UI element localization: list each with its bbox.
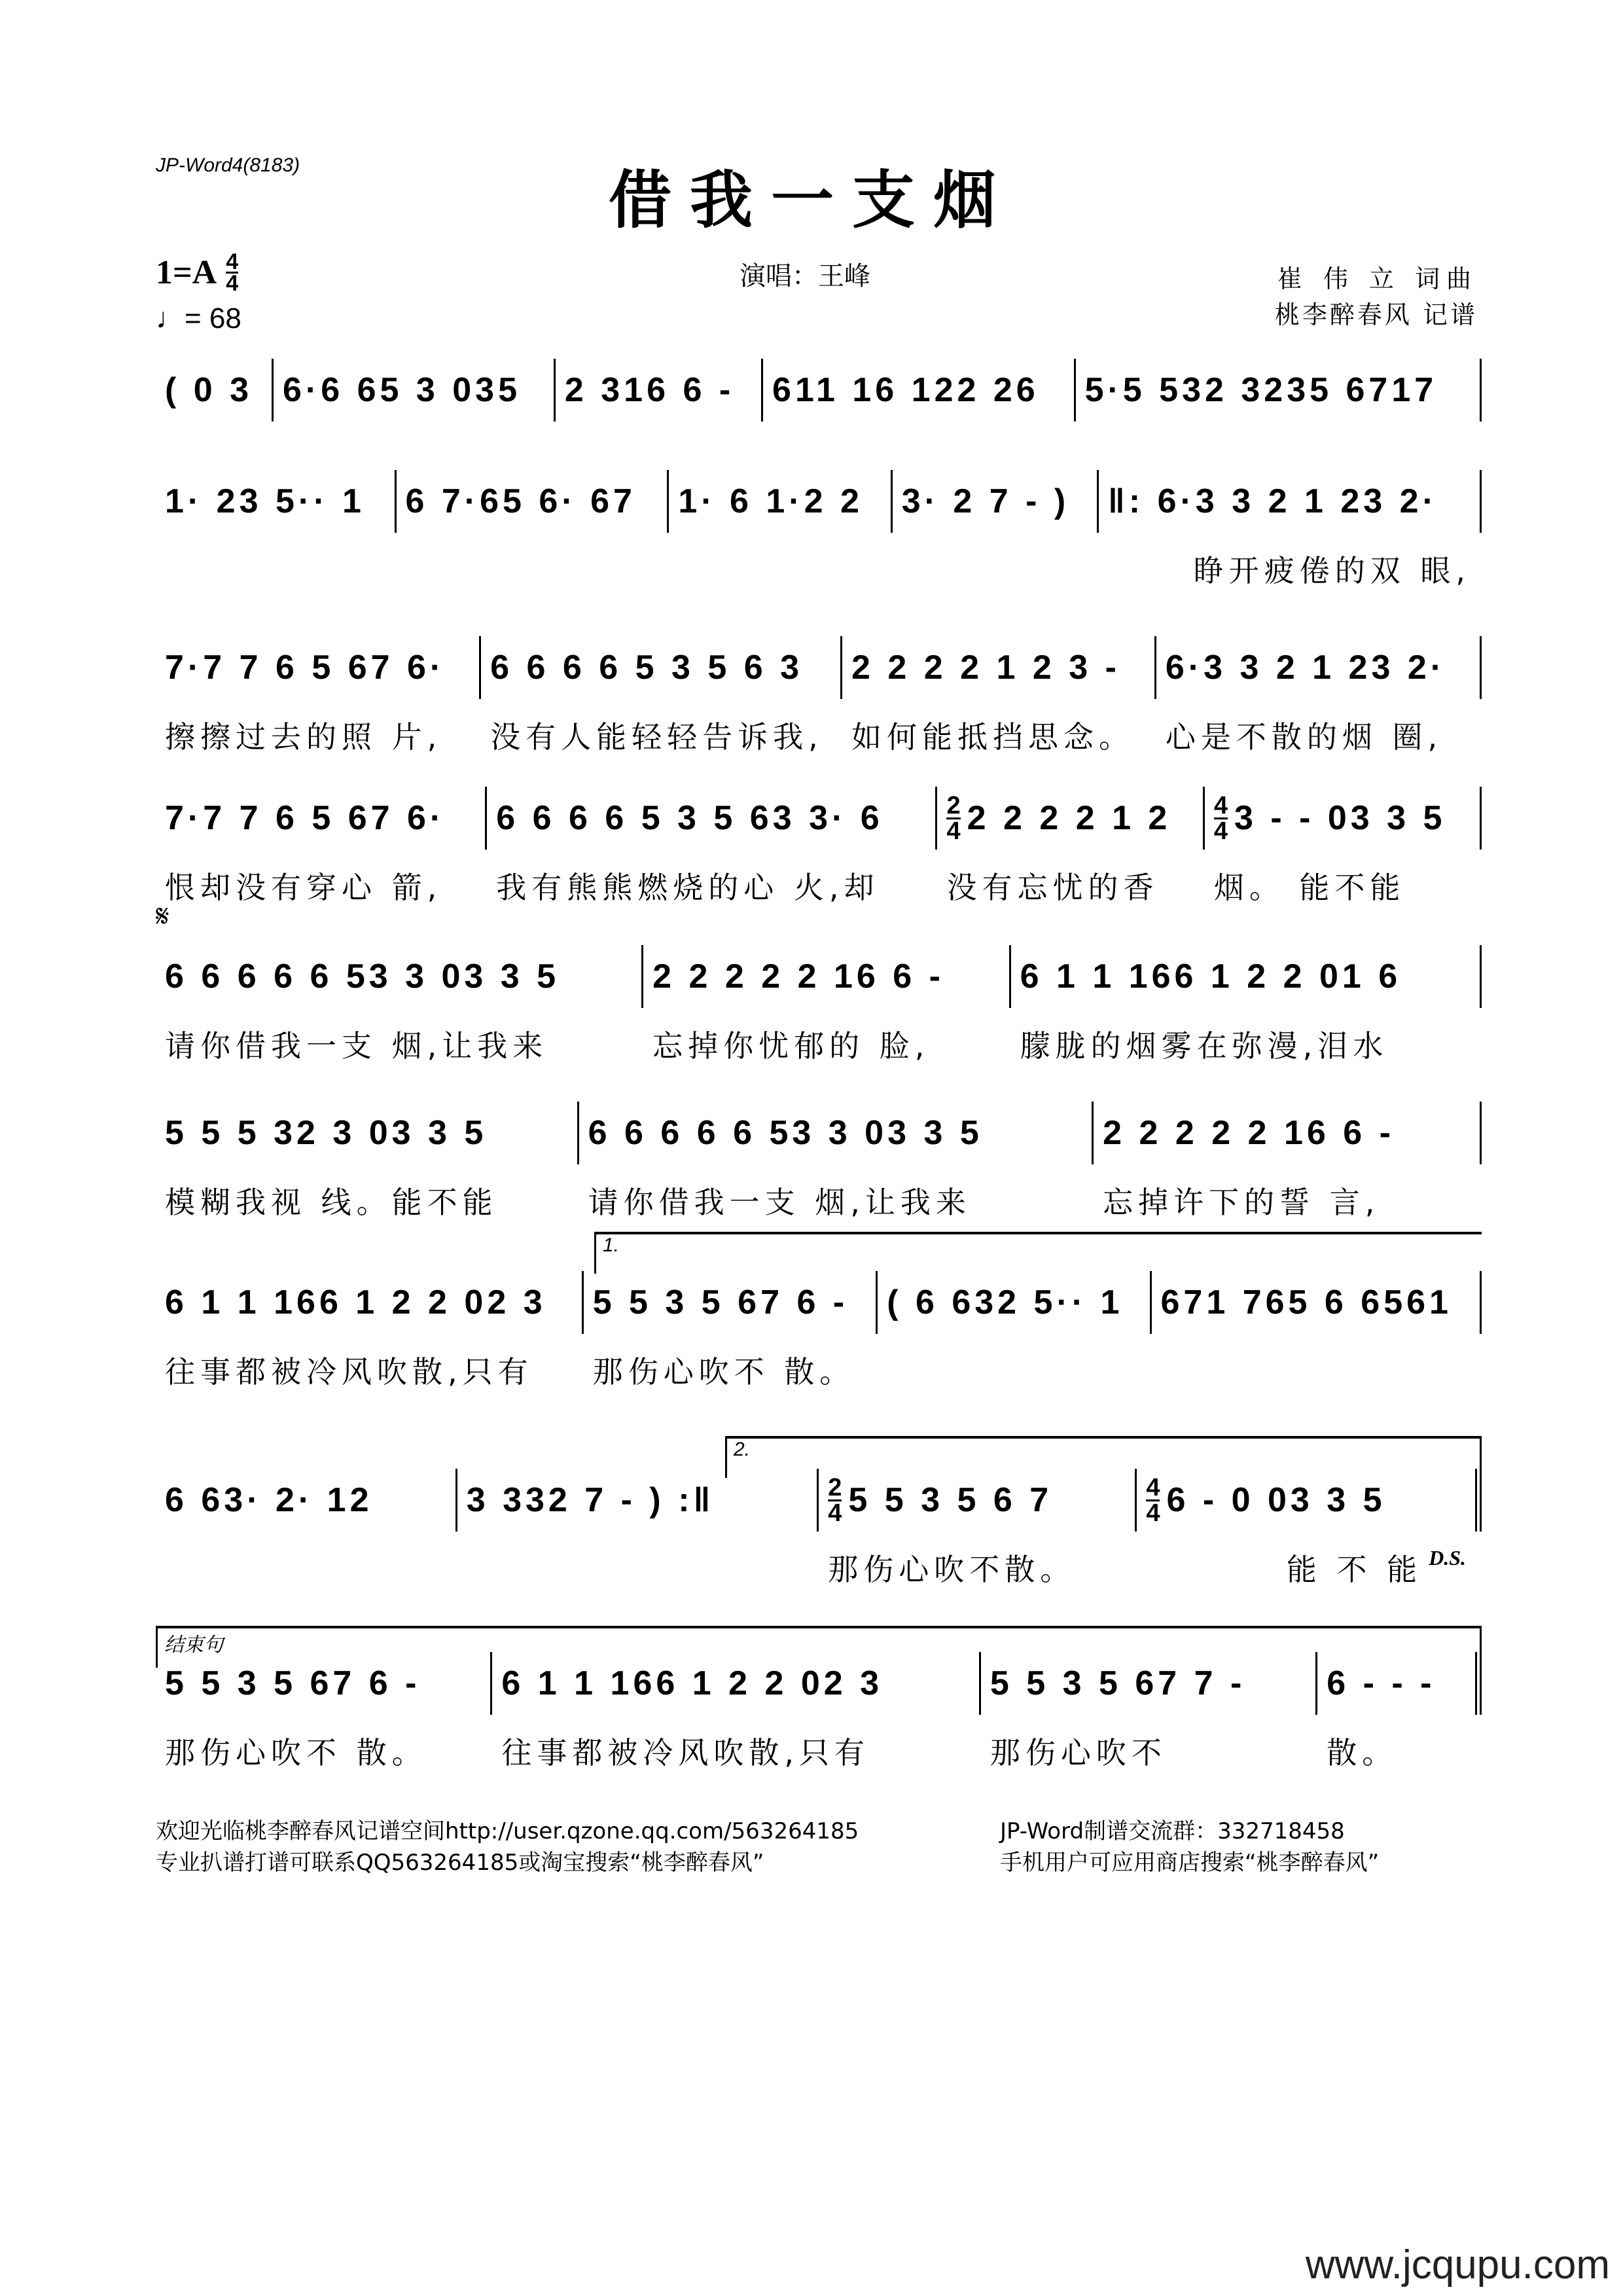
lyric-text: 那伤心吹不散。 [828,1552,1076,1587]
lyric-line [652,1022,999,1066]
measure [457,1469,819,1532]
measure-notes: 2 2 2 2 1 2 [967,799,1171,837]
measure [842,636,1156,755]
lyric-line [1146,1546,1466,1589]
key-signature [156,249,239,296]
lyric-text: 请你借我一支 烟,让我来 [588,1185,971,1220]
scribe: 桃李醉春风 记谱 [1274,300,1478,329]
score-row [156,1634,1482,1770]
time-sig-bottom: 4 [946,817,961,845]
staff [156,787,1482,905]
measure-notes: 6 7·65 6· 67 [405,482,636,520]
lyric-line [165,1729,481,1772]
lyric-line [501,1729,969,1772]
footer-line-1 [156,1813,1345,1845]
time-signature [226,249,239,296]
score-row [156,1439,1482,1587]
measure-notes: 5 5 3 5 67 6 - [165,1664,421,1702]
lyric-text: 那伤心吹不 [990,1735,1167,1770]
lyric-line [165,864,476,907]
lyric-line [593,1348,867,1391]
lyric-text: 那伤心吹不 散。 [165,1735,427,1770]
software-label: JP-Word4(8183) [156,154,300,176]
lyric-text: 能 不 能 [1286,1552,1423,1587]
lyric-line [490,713,831,757]
measure [156,787,487,905]
measure-notes: 6 63· 2· 12 [165,1481,373,1519]
measure [579,1102,1094,1220]
measure-notes: 5·5 532 3235 6717 [1084,371,1438,409]
measure [763,359,1076,422]
measure [1011,945,1482,1064]
tempo: ♩= 68 [156,302,241,334]
staff [156,359,1482,422]
measure [156,359,274,422]
lyric-text: 往事都被冷风吹散,只有 [501,1735,870,1770]
footer-app: 手机用户可应用商店搜索“桃李醉春风” [1000,1850,1380,1876]
time-sig-top: 4 [1146,1473,1160,1501]
volta-label: 1. [603,1234,620,1256]
composer: 崔 伟 立 词曲 [1277,264,1478,293]
lyric-text: 忘掉你忧郁的 脸, [652,1028,930,1064]
lyric-line [828,1546,1126,1589]
measure [481,636,842,755]
lyric-line [1166,713,1471,757]
measure-notes: 6 6 6 6 5 3 5 63 3· 6 [496,799,883,837]
measure [1137,1469,1482,1587]
measure-notes: 2 2 2 2 2 16 6 - [1103,1114,1395,1152]
lyric-text: 模糊我视 线。能不能 [165,1185,498,1220]
lyric-text: 烟。 能不能 [1213,870,1406,905]
lyric-line [165,1022,632,1066]
measure [492,1652,980,1770]
measure [643,945,1010,1064]
measure [1317,1652,1482,1770]
time-signature-change [946,791,961,845]
measure-notes: 6 1 1 166 1 2 2 02 3 [165,1283,546,1321]
time-sig-bottom: 4 [828,1499,842,1527]
score-row [156,898,1482,1064]
measure [156,1271,584,1390]
measure-notes: 671 765 6 6561 [1160,1283,1452,1321]
measure-notes: 5 5 3 5 67 7 - [990,1664,1246,1702]
lyric-line [1020,1022,1471,1066]
measure [878,1271,1151,1334]
segno-sign: 𝄋 [156,898,169,935]
measure [1156,636,1482,755]
measure-notes: ‖: 6·3 3 2 1 23 2· [1108,482,1438,520]
measure-notes: 2 316 6 - [564,371,735,409]
measure [981,1652,1317,1770]
measure [893,470,1099,533]
measure-notes: 1· 6 1·2 2 [678,482,863,520]
lyric-text: 心是不散的烟 圈, [1165,719,1443,755]
score-row [156,1102,1482,1220]
measure [1099,470,1482,588]
footer-line-2 [156,1844,1380,1876]
measure [1094,1102,1482,1220]
time-signature-change [828,1473,842,1527]
lyric-line [851,713,1145,757]
staff [156,470,1482,588]
measure [274,359,556,422]
footer-contact: 专业扒谱打谱可联系QQ563264185或淘宝搜索“桃李醉春风” [156,1850,764,1876]
measure [1076,359,1482,422]
time-sig-bottom: 4 [1146,1499,1160,1527]
measure-notes: 5 5 5 32 3 03 3 5 [165,1114,488,1152]
measure [556,359,763,422]
staff [156,1652,1482,1770]
dal-segno-mark: D.S. [1429,1546,1466,1570]
measure-notes: 6 6 6 6 5 3 5 6 3 [490,649,804,687]
lyric-line [165,713,470,757]
song-title: 借我一支烟 [609,164,1014,237]
measure-notes: 611 16 122 26 [772,371,1039,409]
measure-notes: 6 6 6 6 6 53 3 03 3 5 [165,958,560,996]
lyric-text: 没有人能轻轻告诉我, [490,719,823,755]
staff [156,945,1482,1064]
measure [584,1271,878,1390]
lyric-text: 擦擦过去的照 片, [165,719,442,755]
measure-notes: 6 1 1 166 1 2 2 01 6 [1020,958,1402,996]
measure-notes: 2 2 2 2 1 2 3 - [851,649,1120,687]
time-sig-top: 4 [1213,791,1228,819]
measure-notes: 3 - - 03 3 5 [1234,799,1446,837]
key: 1=A [156,254,217,291]
volta-label: 2. [734,1439,751,1460]
measure-notes: ( 0 3 [165,371,253,409]
lyric-line [588,1179,1082,1222]
measure [156,1102,579,1220]
lyric-text: 如何能抵挡思念。 [851,719,1135,755]
volta-label: 结束句 [164,1634,223,1656]
lyric-line [165,1179,568,1222]
score-row [156,636,1482,755]
lyric-text: 往事都被冷风吹散,只有 [165,1354,533,1390]
lyric-line [1103,1179,1471,1222]
time-sig-top: 4 [226,249,239,274]
measure [156,636,481,755]
time-signature-change [1146,1473,1160,1527]
measure-notes: 7·7 7 6 5 67 6· [165,649,446,687]
measure [1205,787,1482,905]
measure-notes: ( 6 632 5·· 1 [887,1283,1124,1321]
staff [156,636,1482,755]
score-row [156,359,1482,422]
time-sig-top: 2 [828,1473,842,1501]
score-row [156,787,1482,905]
measure [487,787,937,905]
footer-group: JP-Word制谱交流群：332718458 [1000,1818,1345,1844]
measure-notes: 2 2 2 2 2 16 6 - [652,958,944,996]
lyric-text: 我有熊熊燃烧的心 火,却 [496,870,880,905]
time-sig-bottom: 4 [1213,817,1228,845]
singer: 演唱：王峰 [740,261,870,291]
measure-notes: 6·3 3 2 1 23 2· [1165,649,1446,687]
measure-notes: 1· 23 5·· 1 [165,482,365,520]
lyric-line [990,1729,1306,1772]
measure-notes: 5 5 3 5 6 7 [848,1481,1053,1519]
lyric-line [1214,864,1471,907]
measure-notes: 6·6 65 3 035 [283,371,522,409]
measure [156,1469,457,1532]
lyric-text: 没有忘忧的香 [946,870,1159,905]
measure [156,1652,492,1770]
measure-notes: 6 1 1 166 1 2 2 02 3 [501,1664,883,1702]
lyric-text: 那伤心吹不 散。 [592,1354,855,1390]
staff [156,1469,1482,1587]
measure-notes: 5 5 3 5 67 6 - [592,1283,849,1321]
measure [156,470,397,533]
lyric-text: 忘掉许下的誓 言, [1103,1185,1380,1220]
measure [1152,1271,1482,1334]
score-row [156,470,1482,588]
score-row [156,1234,1482,1390]
lyric-text: 朦胧的烟雾在弥漫,泪水 [1020,1028,1389,1064]
measure-notes: 6 6 6 6 6 53 3 03 3 5 [588,1114,983,1152]
time-sig-top: 2 [946,791,961,819]
lyric-line [496,864,926,907]
measure-notes: 3 332 7 - ) :‖ [466,1481,715,1519]
time-sig-bottom: 4 [226,271,239,296]
lyric-line [946,864,1193,907]
lyric-text: 恨却没有穿心 箭, [165,870,442,905]
staff [156,1271,1482,1390]
measure [669,470,892,533]
footer-website: 欢迎光临桃李醉春风记谱空间http://user.qzone.qq.com/563264185 [156,1818,859,1844]
measure [819,1469,1137,1587]
measure-notes: 3· 2 7 - ) [901,482,1070,520]
measure [156,945,643,1064]
lyric-text: 请你借我一支 烟,让我来 [165,1028,548,1064]
staff [156,1102,1482,1220]
measure-notes: 6 - 0 03 3 5 [1166,1481,1386,1519]
lyric-text: 散。 [1327,1735,1398,1770]
time-signature-change [1213,791,1228,845]
lyric-text: 睁开疲倦的双 眼, [1193,553,1471,588]
measure-notes: 7·7 7 6 5 67 6· [165,799,446,837]
measure-notes: 6 - - - [1327,1664,1436,1702]
lyric-line [1108,547,1471,590]
lyric-line [165,1348,573,1391]
measure [937,787,1204,905]
measure [397,470,669,533]
volta-bracket [594,1232,1482,1274]
watermark: www.jcqupu.com [1305,2242,1610,2287]
lyric-line [1327,1729,1466,1772]
